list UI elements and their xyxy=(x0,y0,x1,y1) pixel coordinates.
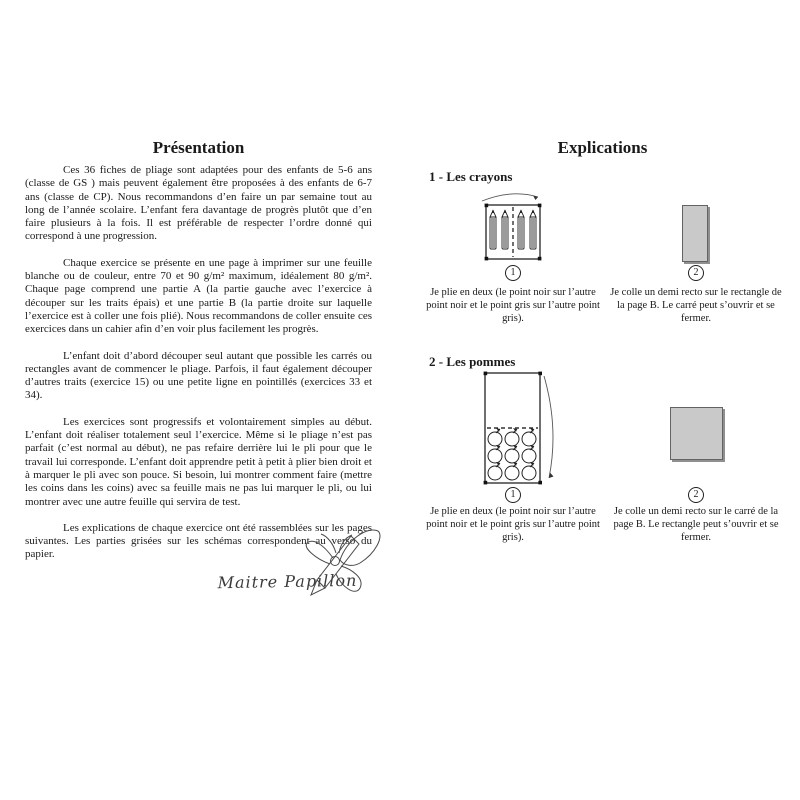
explications-title: Explications xyxy=(557,138,648,157)
step-caption: Je plie en deux (le point noir sur l’autre point noir et le point gris sur l’autre point gris). xyxy=(426,287,600,324)
presentation-paragraph: Ces 36 fiches de pliage sont adaptées pour des enfants de 5-6 ans (classe de GS ) mais peuvent également être proposées à des enfants de 6-7 ans (classe de CP). Nous recommandons d’en faire un par semaine tout au long de l’année scolaire. L’enfant fera davantage de progrès plutôt que d’en faire plusieurs à la fois. Il est préférable de respecter l’ordre donné qui correspond à une progression. xyxy=(25,164,372,243)
step-number: 2 xyxy=(688,265,704,281)
presentation-paragraph: Les explications de chaque exercice ont été rassemblées sur les pages suivantes. Les parties grisées sur les schémas correspondent au verso du papier. xyxy=(25,521,372,561)
pommes-fold-figure xyxy=(481,368,561,488)
presentation-paragraph: L’enfant doit d’abord découper seul autant que possible les carrés ou rectangles avant de commencer le pliage. Parfois, il faut également découper d’autres traits (exercice 15) ou une petite ligne en pointillés (exercices 33 et 34). xyxy=(25,349,372,402)
section-heading-crayons: 1 - Les crayons xyxy=(429,169,513,184)
step-number: 1 xyxy=(505,265,521,281)
presentation-paragraph: Les exercices sont progressifs et volontairement simples au début. L’enfant doit réaliser totalement seul l’exercice. Même si le pliage n’est pas parfait (c’est normal au début), ne pas refaire derrière lui le pli pour que le travail lui corresponde. L’enfant doit apprendre petit à petit à plier bien droit et à marquer le pli avec son pouce. Si besoin, lui montrer comment faire (mettre les coins dans les coins) avec sa feuille mais ne pas lui marquer le pli, ou lui montrer avec une autre feuille qui servira de test. xyxy=(25,415,372,508)
section-heading-pommes: 2 - Les pommes xyxy=(429,354,516,369)
folded-rectangle-figure xyxy=(682,205,708,262)
step-number: 1 xyxy=(505,487,521,503)
step-caption: Je colle un demi recto sur le rectangle de la page B. Le carré peut s’ouvrir et se fermer. xyxy=(610,287,782,324)
folded-square-figure xyxy=(670,407,723,460)
signature-text: Maitre Papillon xyxy=(217,570,358,593)
presentation-column xyxy=(25,138,372,575)
presentation-paragraph: Chaque exercice se présente en une page à imprimer sur une feuille blanche ou de couleur, entre 70 et 90 g/m² maximum, idéalement 80 g/m². Chaque page comprend une partie A (la partie gauche avec l’exercice à découper sur les traits épais) et une partie B (la partie droite sur laquelle l’exercice est à coller une fois plié). Nous recommandons de coller ensuite ces exercices dans un cahier afin d’en voir plus facilement les progrès. xyxy=(25,256,372,336)
step-caption: Je plie en deux (le point noir sur l’autre point noir et le point gris sur l’autre point gris). xyxy=(426,506,600,543)
crayons-fold-figure xyxy=(477,187,547,265)
butterfly-pencil-icon xyxy=(283,520,393,605)
presentation-title: Présentation xyxy=(152,138,245,157)
step-number: 2 xyxy=(688,487,704,503)
step-caption: Je colle un demi recto sur le carré de la page B. Le rectangle peut s’ouvrir et se fermer. xyxy=(613,506,779,543)
